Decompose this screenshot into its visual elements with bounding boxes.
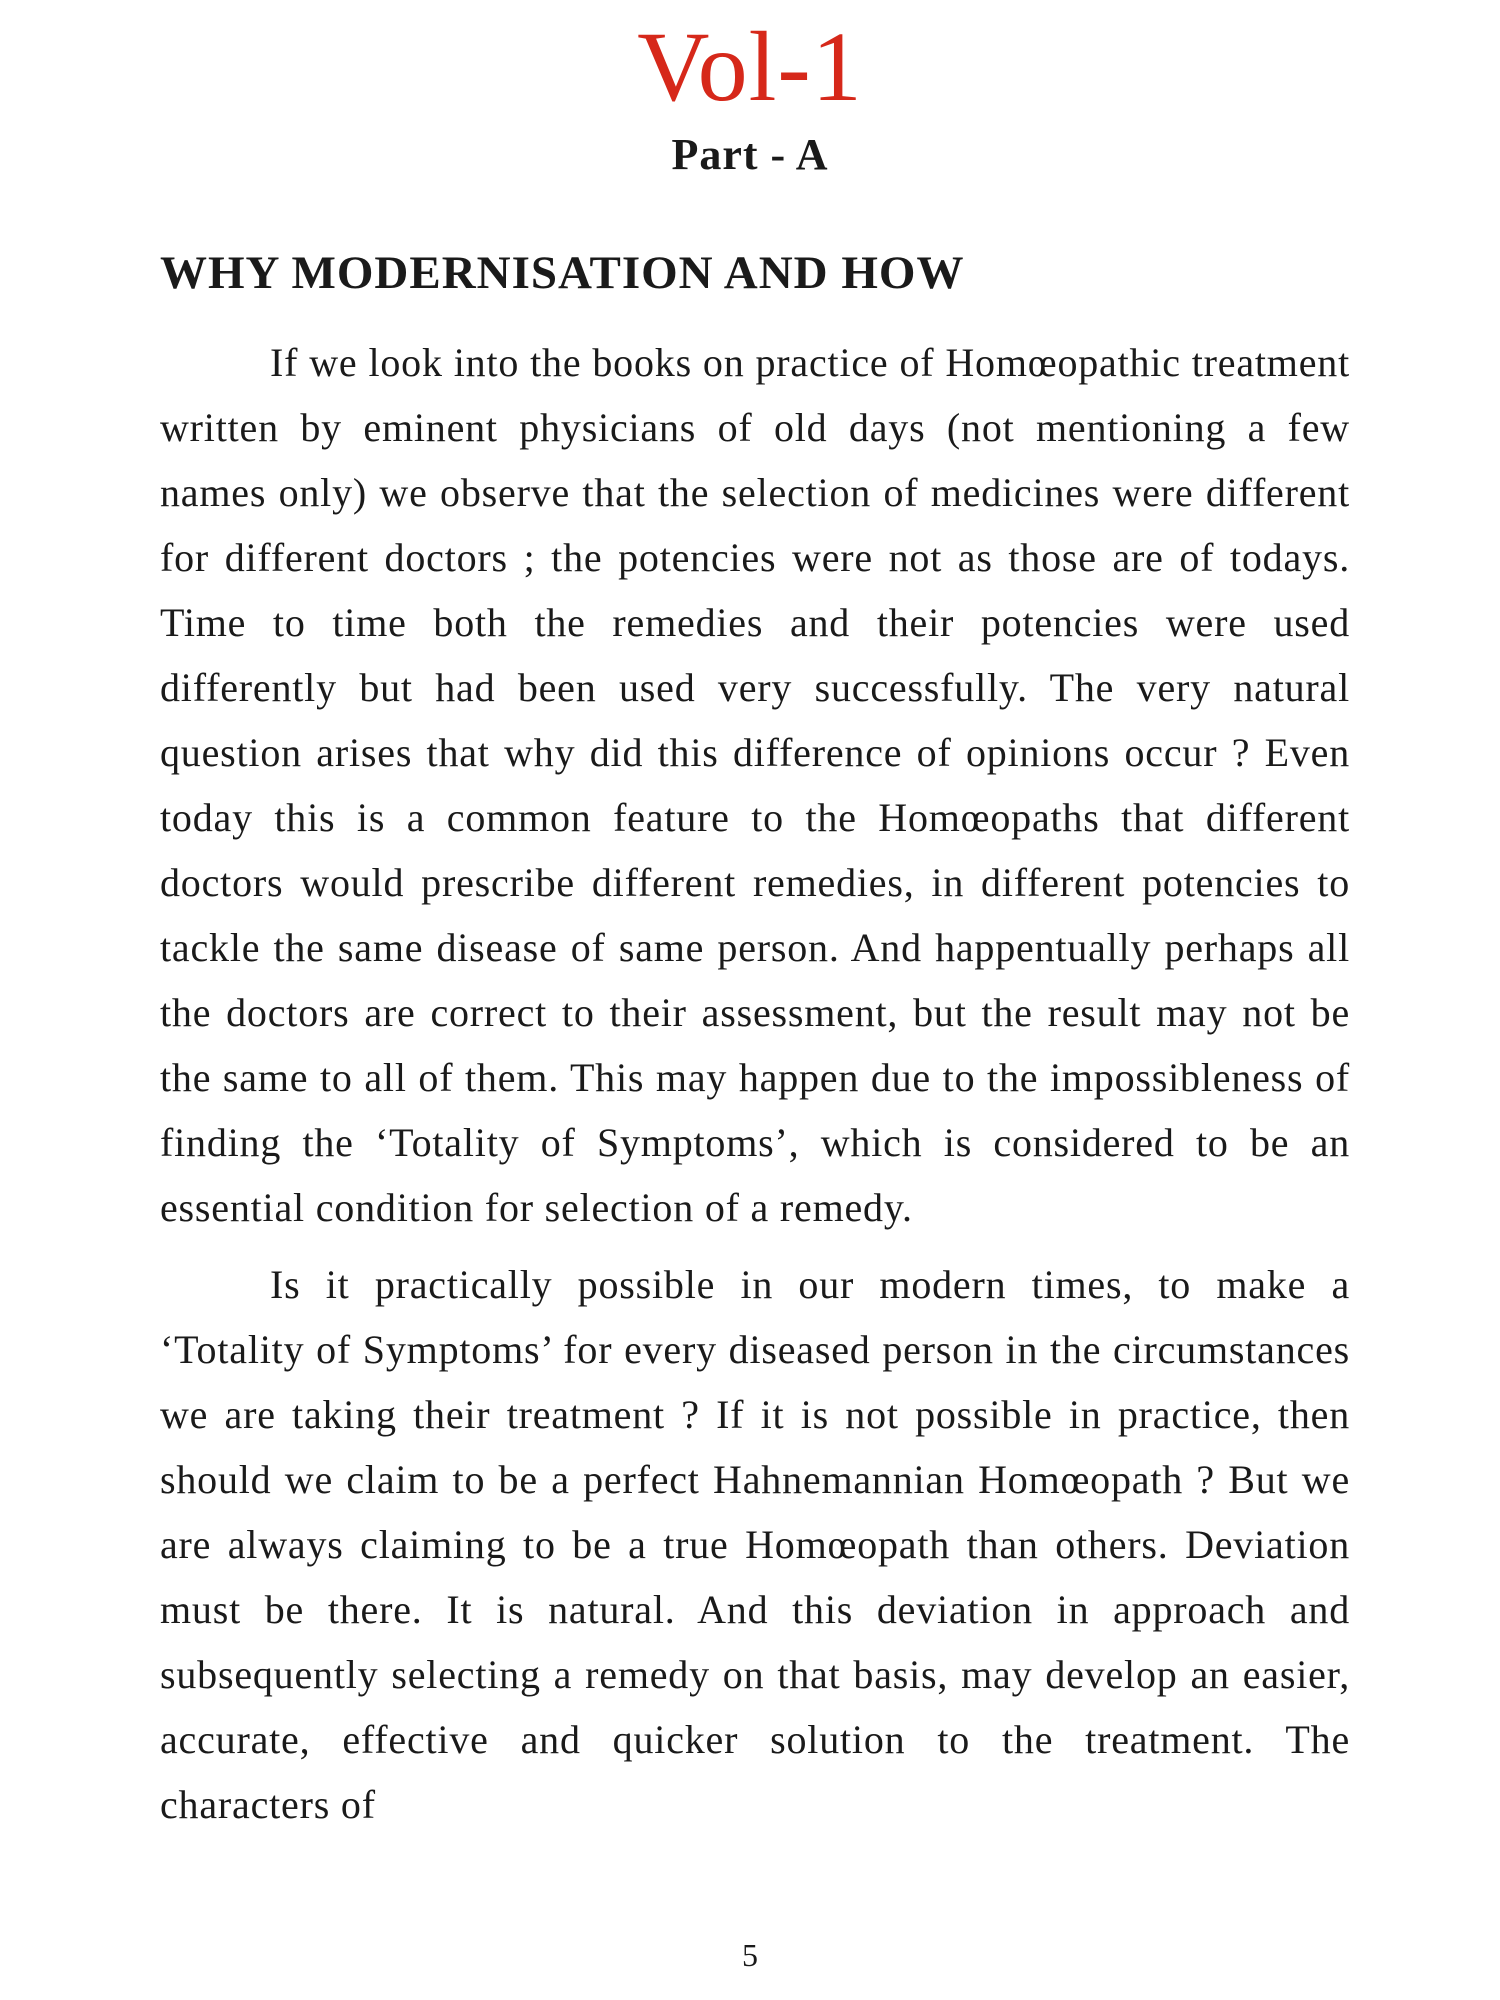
volume-title: Vol-1 [637, 11, 863, 122]
part-title: Part - A [671, 130, 829, 179]
section-heading: WHY MODERNISATION AND HOW [160, 247, 965, 299]
paragraph: Is it practically possible in our modern times, to make a ‘Totality of Symptoms’ for every diseased person in the circumstances we are taking their treatment ? If it is not possible in practice, then should we claim to be a perfect Hahnemannian Homœopath ? But we are always claiming to be a true Homœopath than others. Deviation must be there. It is natural. And this deviation in approach and subsequently selecting a remedy on that basis, may develop an easier, accurate, effective and quicker solution to the treatment. The characters of [160, 1262, 1350, 1827]
body-text [160, 330, 1350, 1837]
paragraph: If we look into the books on practice of Homœopathic treatment written by eminent physicians of old days (not mentioning a few names only) we observe that the selection of medicines were different for different doctors ; the potencies were not as those are of todays. Time to time both the remedies and their potencies were used differently but had been used very successfully. The very natural question arises that why did this difference of opinions occur ? Even today this is a common feature to the Homœopaths that different doctors would prescribe different remedies, in different potencies to tackle the same disease of same person. And happentually perhaps all the doctors are correct to their assessment, but the result may not be the same to all of them. This may happen due to the impossibleness of finding the ‘Totality of Symptoms’, which is considered to be an essential condition for selection of a remedy. [160, 340, 1350, 1230]
page-number: 5 [742, 1937, 758, 1973]
